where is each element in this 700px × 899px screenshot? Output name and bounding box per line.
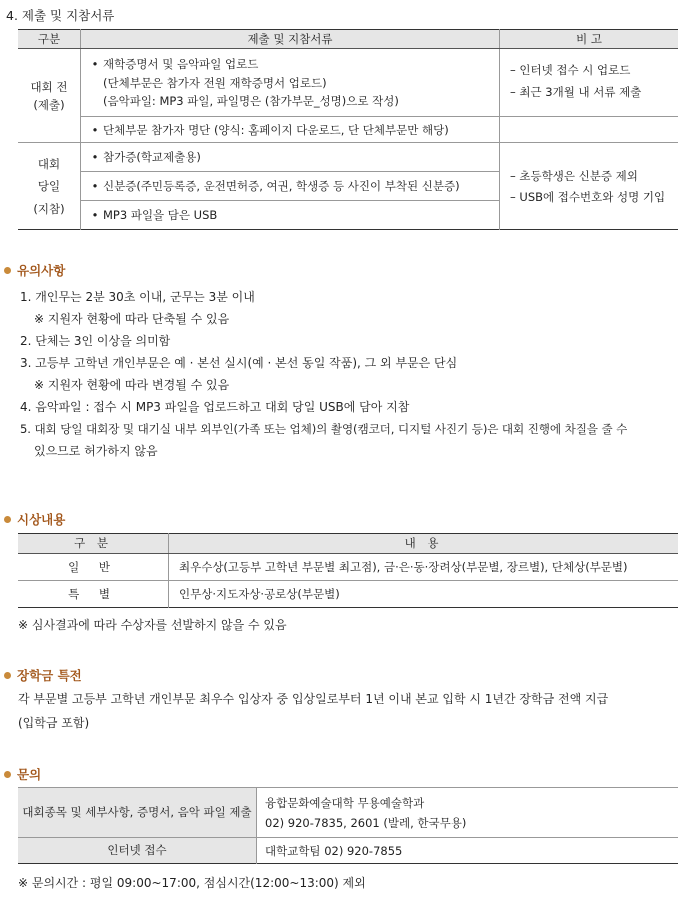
notice-item: 있으므로 허가하지 않음 bbox=[34, 444, 158, 458]
notice-item: ※ 지원자 현황에 따라 단축될 수 있음 bbox=[34, 312, 230, 326]
doc-text: (단체부문은 참가자 전원 재학증명서 업로드) bbox=[103, 75, 327, 90]
award-content: 최우수상(고등부 고학년 부문별 최고점), 금·은·동·장려상(부문별, 장르별), 단체상(부문별) bbox=[169, 554, 679, 581]
scholarship-text: (입학금 포함) bbox=[18, 716, 90, 730]
contact-note: ※ 문의시간 : 평일 09:00~17:00, 점심시간(12:00~13:00) 제외 bbox=[18, 876, 366, 890]
documents-table bbox=[18, 29, 678, 230]
notices-heading bbox=[4, 261, 65, 279]
doc-text: (음악파일: MP3 파일, 파일명은 (참가부문_성명)으로 작성) bbox=[103, 94, 399, 109]
notice-item: 3. 고등부 고학년 개인부문은 예 · 본선 실시(예 · 본선 동일 작품), 그 외 부문은 단심 bbox=[20, 356, 458, 370]
before-item-1 bbox=[81, 49, 500, 117]
doc-text: MP3 파일을 담은 USB bbox=[103, 208, 218, 223]
notice-item: 5. 대회 당일 대회장 및 대기실 내부 외부인(가족 또는 업체)의 촬영(캠코더, 디지털 사진기 등)은 대회 진행에 차질을 줄 수 bbox=[20, 422, 628, 436]
award-label: 일 반 bbox=[18, 554, 169, 581]
section-bullet-icon bbox=[4, 771, 11, 778]
header-notes: 비 고 bbox=[500, 30, 679, 49]
header-category: 구분 bbox=[18, 30, 81, 49]
awards-heading bbox=[4, 510, 65, 528]
header-documents: 제출 및 지참서류 bbox=[81, 30, 500, 49]
contact-value bbox=[257, 788, 679, 838]
section-bullet-icon bbox=[4, 267, 11, 274]
notices-list bbox=[20, 286, 690, 462]
category-line: 대회 bbox=[37, 156, 61, 171]
contact-title: 문의 bbox=[17, 767, 42, 782]
category-line: 당일 bbox=[37, 179, 61, 194]
contact-label: 대회종목 및 세부사항, 증명서, 음악 파일 제출 bbox=[18, 788, 257, 838]
section-title-documents: 4. 제출 및 지참서류 bbox=[6, 8, 115, 23]
note-text: – 최근 3개월 내 서류 제출 bbox=[510, 84, 642, 99]
awards-note: ※ 심사결과에 따라 수상자를 선발하지 않을 수 있음 bbox=[18, 618, 287, 632]
notices-title: 유의사항 bbox=[17, 263, 66, 278]
awards-title: 시상내용 bbox=[17, 512, 66, 527]
contact-heading bbox=[4, 765, 41, 783]
dayof-item-2 bbox=[81, 172, 500, 201]
bullet-icon: • bbox=[91, 57, 99, 72]
section-bullet-icon bbox=[4, 516, 11, 523]
doc-text: 참가증(학교제출용) bbox=[103, 150, 201, 165]
contact-table bbox=[18, 787, 678, 864]
section-bullet-icon bbox=[4, 672, 11, 679]
note-text: – 초등학생은 신분증 제외 bbox=[510, 168, 638, 183]
empty-cell bbox=[500, 117, 679, 143]
before-item-2 bbox=[81, 117, 500, 143]
dayof-item-1 bbox=[81, 143, 500, 172]
award-content: 인무상·지도자상·공로상(부문별) bbox=[169, 581, 679, 608]
scholarship-title: 장학금 특전 bbox=[17, 668, 82, 683]
before-notes bbox=[500, 49, 679, 117]
doc-text: 신분증(주민등록증, 운전면허증, 여권, 학생증 등 사진이 부착된 신분증) bbox=[103, 179, 460, 194]
category-line: (지참) bbox=[33, 201, 65, 216]
bullet-icon: • bbox=[91, 208, 99, 223]
award-label: 특 별 bbox=[18, 581, 169, 608]
category-line: (제출) bbox=[33, 97, 65, 112]
doc-text: 단체부문 참가자 명단 (양식: 홈페이지 다운로드, 단 단체부문만 해당) bbox=[103, 122, 449, 137]
awards-header-content: 내 용 bbox=[169, 534, 679, 554]
category-before bbox=[18, 49, 81, 143]
contact-line: 대학교학팀 02) 920-7855 bbox=[265, 843, 403, 858]
bullet-icon: • bbox=[91, 150, 99, 165]
category-dayof bbox=[18, 143, 81, 230]
awards-table bbox=[18, 533, 678, 608]
notice-item: 4. 음악파일 : 접수 시 MP3 파일을 업로드하고 대회 당일 USB에 담아 지참 bbox=[20, 400, 410, 414]
bullet-icon: • bbox=[91, 122, 99, 137]
dayof-notes bbox=[500, 143, 679, 230]
scholarship-text: 각 부문별 고등부 고학년 개인부문 최우수 입상자 중 입상일로부터 1년 이내 본교 입학 시 1년간 장학금 전액 지급 bbox=[18, 692, 609, 706]
contact-line: 02) 920-7835, 2601 (발레, 한국무용) bbox=[265, 815, 467, 830]
dayof-item-3 bbox=[81, 201, 500, 230]
category-line: 대회 전 bbox=[30, 79, 68, 94]
scholarship-heading bbox=[4, 666, 82, 684]
awards-header-category: 구 분 bbox=[18, 534, 169, 554]
notice-item: ※ 지원자 현황에 따라 변경될 수 있음 bbox=[34, 378, 230, 392]
doc-text: 재학증명서 및 음악파일 업로드 bbox=[103, 57, 259, 72]
notice-item: 2. 단체는 3인 이상을 의미함 bbox=[20, 334, 171, 348]
note-text: – 인터넷 접수 시 업로드 bbox=[510, 63, 631, 78]
contact-label: 인터넷 접수 bbox=[18, 838, 257, 864]
bullet-icon: • bbox=[91, 179, 99, 194]
contact-value bbox=[257, 838, 679, 864]
note-text: – USB에 접수번호와 성명 기입 bbox=[510, 189, 666, 204]
notice-item: 1. 개인무는 2분 30초 이내, 군무는 3분 이내 bbox=[20, 290, 255, 304]
contact-line: 융합문화예술대학 무용예술학과 bbox=[265, 795, 425, 810]
